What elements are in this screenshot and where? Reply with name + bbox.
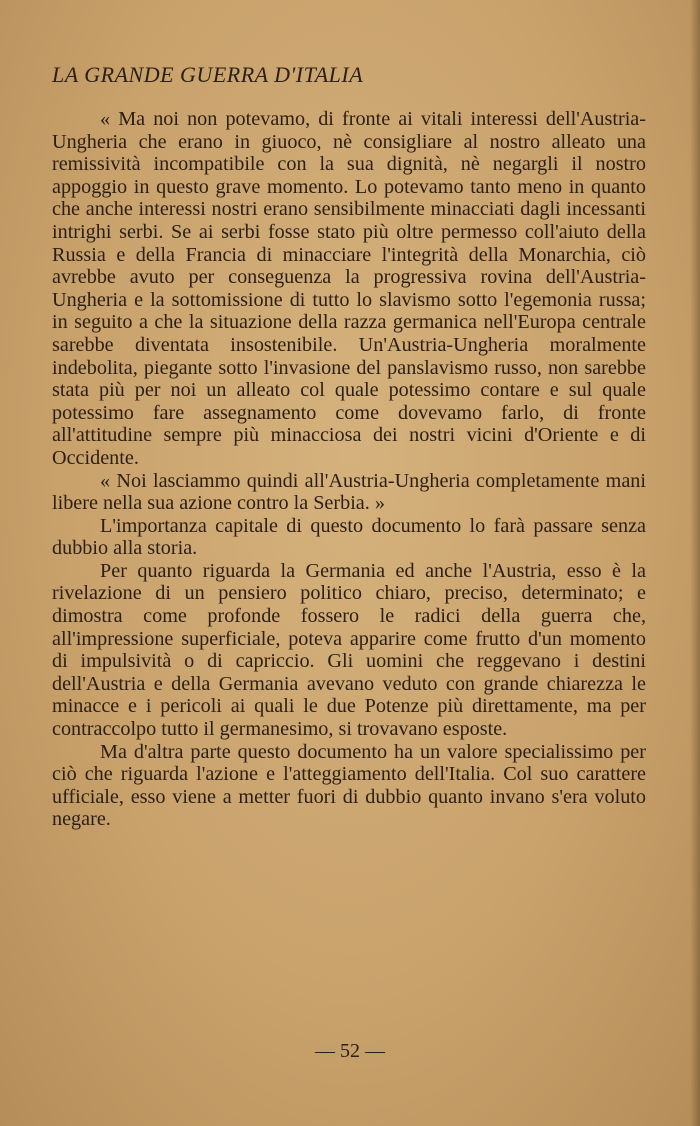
page-edge-shadow (690, 0, 700, 1126)
paragraph-italy: Ma d'altra parte questo documento ha un valore specialissimo per ciò che riguarda l'azione e l'atteggiamento dell'Italia. Col suo carattere ufficiale, esso viene a metter fuori di dubbio quanto invano s'era voluto negare. (52, 740, 646, 831)
body-text (52, 108, 646, 831)
running-head: LA GRANDE GUERRA D'ITALIA (52, 62, 364, 87)
page-number: — 52 — (315, 1040, 385, 1062)
paragraph-germany-austria: Per quanto riguarda la Germania ed anche l'Austria, esso è la rivelazione di un pensiero politico chiaro, preciso, determinato; e dimostra come profonde fossero le radici della guerra che, all'impressione superficiale, poteva apparire come frutto d'un momento di impulsività o di capriccio. Gli uomini che reggevano i destini dell'Austria e della Germania avevano veduto con grande chiarezza le minacce e i pericoli ai quali le due Potenze più direttamente, ma per contraccolpo tutto il germanesimo, si trovavano esposte. (52, 559, 646, 741)
paragraph-quote-main: « Ma noi non potevamo, di fronte ai vitali interessi dell'Austria-Ungheria che erano in giuoco, nè consigliare al nostro alleato una remissività incompatibile con la sua dignità, nè negargli il nostro appoggio in questo grave momento. Lo potevamo tanto meno in quanto che anche interessi nostri erano sensibilmente minacciati dagli incessanti intrighi serbi. Se ai serbi fosse stato più oltre permesso coll'aiuto della Russia e della Francia di minacciare l'integrità della Monarchia, ciò avrebbe avuto per conseguenza la progressiva rovina dell'Austria-Ungheria e la sottomissione di tutto lo slavismo sotto l'egemonia russa; in seguito a che la situazione della razza germanica nell'Europa centrale sarebbe diventata insostenibile. Un'Austria-Ungheria moralmente indebolita, piegante sotto l'invasione del panslavismo russo, non sarebbe stata più per noi un alleato col quale potessimo contare e sul quale potessimo fare assegnamento come dovevamo farlo, di fronte all'attitudine sempre più minacciosa dei nostri vicini d'Oriente e di Occidente. (52, 108, 646, 469)
paragraph-quote-end: « Noi lasciammo quindi all'Austria-Ungheria completamente mani libere nella sua azione contro la Serbia. » (52, 469, 646, 515)
paragraph-importance: L'importanza capitale di questo documento lo farà passare senza dubbio alla storia. (52, 514, 646, 560)
